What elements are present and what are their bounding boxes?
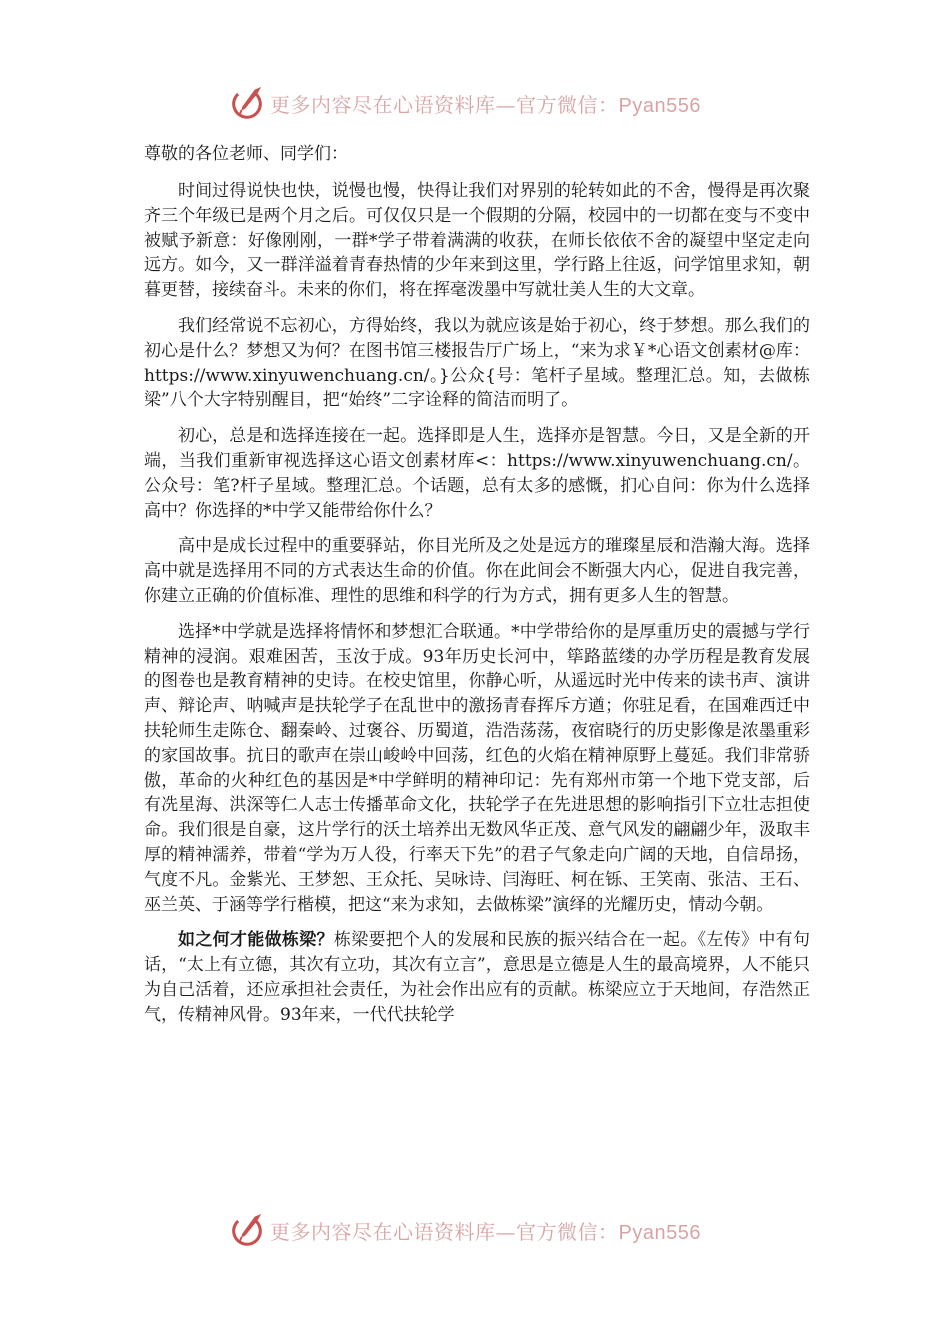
banner-text: 更多内容尽在心语资料库—官方微信：Pyan556 bbox=[270, 92, 701, 117]
document-body bbox=[144, 142, 810, 1028]
banner-text: 更多内容尽在心语资料库—官方微信：Pyan556 bbox=[270, 1219, 701, 1244]
header-banner bbox=[228, 83, 701, 123]
footer-banner bbox=[228, 1210, 701, 1250]
pen-circle-logo-icon bbox=[228, 1211, 266, 1249]
paragraph: 选择*中学就是选择将情怀和梦想汇合联通。*中学带给你的是厚重历史的震撼与学行精神的浸润。艰难困苦，玉汝于成。93年历史长河中，筚路蓝缕的办学历程是教育发展的图卷也是教育精神的史诗。在校史馆里，你静心听，从遥远时光中传来的读书声、演讲声、辩论声、呐喊声是扶轮学子在乱世中的激扬青春挥斥方遒；你驻足看，在国难西迁中扶轮师生走陈仓、翻秦岭、过褒谷、历蜀道，浩浩荡荡，夜宿晓行的历史影像是浓墨重彩的家国故事。抗日的歌声在崇山峻岭中回荡，红色的火焰在精神原野上蔓延。我们非常骄傲，革命的火种红色的基因是*中学鲜明的精神印记：先有郑州市第一个地下党支部，后有冼星海、洪深等仁人志士传播革命文化，扶轮学子在先进思想的影响指引下立壮志担使命。我们很是自豪，这片学行的沃土培养出无数风华正茂、意气风发的翩翩少年，汲取丰厚的精神濡养，带着“学为万人役，行率天下先”的君子气象走向广阔的天地，自信昂扬，气度不凡。金紫光、王梦恕、王众托、吴咏诗、闫海旺、柯在铄、王笑南、张洁、王石、巫兰英、于涵等学行楷模，把这“来为求知，去做栋梁”演绎的光耀历史，情动今朝。 bbox=[144, 621, 810, 915]
banner-brand: Pyan556 bbox=[618, 94, 701, 117]
paragraph: 初心，总是和选择连接在一起。选择即是人生，选择亦是智慧。今日，又是全新的开端，当我们重新审视选择这心语文创素材库<：https://www.xinyuwenchuang.cn/。公众号：笔?杆子星域。整理汇总。个话题，总有太多的感慨，扪心自问：你为什么选择高中？你选择的*中学又能带给你什么？ bbox=[144, 426, 810, 521]
paragraph: 时间过得说快也快，说慢也慢，快得让我们对界别的轮转如此的不舍，慢得是再次聚齐三个年级已是两个月之后。可仅仅只是一个假期的分隔，校园中的一切都在变与不变中被赋予新意：好像刚刚，一群*学子带着满满的收获，在师长依依不舍的凝望中坚定走向远方。如今，又一群洋溢着青春热情的少年来到这里，学行路上往返，问学馆里求知，朝暮更替，接续奋斗。未来的你们，将在挥毫泼墨中写就壮美人生的大文章。 bbox=[144, 181, 810, 301]
bold-lead-question: 如之何才能做栋梁？ bbox=[178, 930, 334, 951]
paragraph: 高中是成长过程中的重要驿站，你目光所及之处是远方的璀璨星辰和浩瀚大海。选择高中就是选择用不同的方式表达生命的价值。你在此间会不断强大内心，促进自我完善，你建立正确的价值标准、理性的思维和科学的行为方式，拥有更多人生的智慧。 bbox=[144, 536, 810, 606]
paragraph-text: 栋梁要把个人的发展和民族的振兴结合在一起。《左传》中有句话，“太上有立德，其次有立功，其次有立言”，意思是立德是人生的最高境界，人不能只为自己活着，还应承担社会责任，为社会作出应有的贡献。栋梁应立于天地间，存浩然正气，传精神风骨。93年来，一代代扶轮学 bbox=[144, 930, 810, 1025]
salutation: 尊敬的各位老师、同学们： bbox=[144, 144, 348, 164]
pen-circle-logo-icon bbox=[228, 84, 266, 122]
paragraph-final bbox=[144, 928, 810, 1027]
paragraph: 我们经常说不忘初心，方得始终，我以为就应该是始于初心，终于梦想。那么我们的初心是什么？梦想又为何？在图书馆三楼报告厅广场上，“来为求￥*心语文创素材@库：https://www.xinyuwenchuang.cn/。}公众{号：笔杆子星域。整理汇总。知，去做栋梁”八个大字特别醒目，把“始终”二字诠释的简洁而明了。 bbox=[144, 315, 810, 411]
banner-brand: Pyan556 bbox=[618, 1221, 701, 1244]
